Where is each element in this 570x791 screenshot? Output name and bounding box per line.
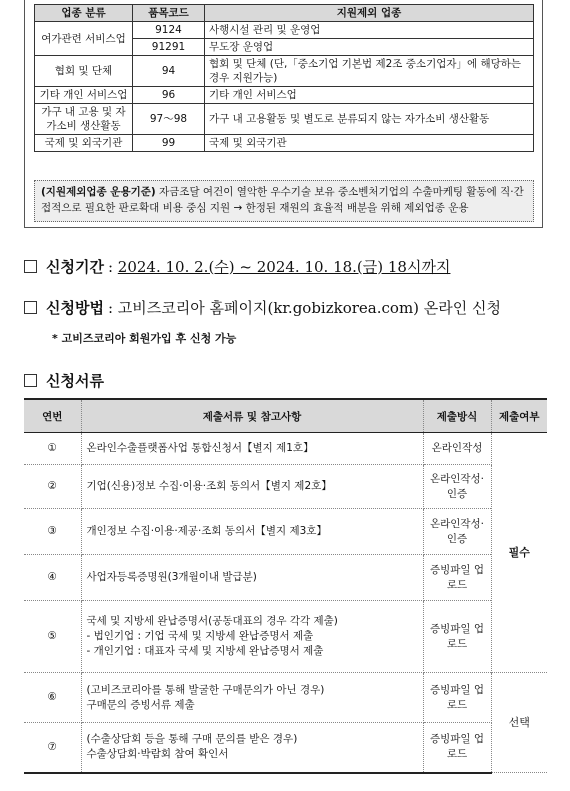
table-row xyxy=(24,509,547,555)
header-doc: 제출서류 및 참고사항 xyxy=(81,399,423,433)
table-row xyxy=(35,22,534,39)
excluded-industries-table xyxy=(34,4,534,152)
method-cell: 증빙파일 업로드 xyxy=(423,723,491,773)
doc-cell: 온라인수출플랫폼사업 통합신청서【별지 제1호】 xyxy=(81,433,423,465)
doc-cell: 사업자등록증명원(3개월이내 발급분) xyxy=(81,555,423,601)
category-cell: 국제 및 외국기관 xyxy=(35,135,133,152)
method-cell: 온라인작성· 인증 xyxy=(423,509,491,555)
method-cell: 온라인작성· 인증 xyxy=(423,465,491,509)
membership-note: * 고비즈코리아 회원가입 후 신청 가능 xyxy=(52,332,237,345)
table-header-row xyxy=(35,5,534,22)
header-code: 품목코드 xyxy=(133,5,205,22)
row-number: ⑥ xyxy=(24,673,81,723)
method-label: 신청방법 xyxy=(46,299,104,317)
table-row xyxy=(24,723,547,773)
code-cell: 99 xyxy=(133,135,205,152)
desc-cell: 협회 및 단체 (단,「중소기업 기본법 제2조 중소기업자」에 해당하는 경우 지원가능) xyxy=(205,56,534,87)
row-number: ⑤ xyxy=(24,601,81,673)
checkbox-square-icon xyxy=(24,374,37,387)
checkbox-square-icon xyxy=(24,301,37,314)
required-cell: 필수 xyxy=(491,433,547,673)
category-cell: 여가관련 서비스업 xyxy=(35,22,133,56)
doc-cell: (고비즈코리아를 통해 발굴한 구매문의가 아닌 경우) 구매문의 증빙서류 제출 xyxy=(81,673,423,723)
doc-cell: (수출상담회 등을 통해 구매 문의를 받은 경우) 수출상담회·박람회 참여 확인서 xyxy=(81,723,423,773)
note-text: 자금조달 여건이 열악한 우수기술 보유 중소벤처기업의 수출마케팅 활동에 직·간접적으로 필요한 판로확대 비용 중심 지원 → 한정된 재원의 효율적 배분을 위해 제외업종 운용 xyxy=(41,186,524,214)
header-no: 연번 xyxy=(24,399,81,433)
desc-cell: 기타 개인 서비스업 xyxy=(205,87,534,104)
note-label: (지원제외업종 운용기준) xyxy=(41,186,156,198)
header-category: 업종 분류 xyxy=(35,5,133,22)
table-row xyxy=(24,555,547,601)
desc-cell: 사행시설 관리 및 운영업 xyxy=(205,22,534,39)
method-value: 고비즈코리아 홈페이지(kr.gobizkorea.com) 온라인 신청 xyxy=(117,299,502,317)
desc-cell: 무도장 운영업 xyxy=(205,39,534,56)
table-row xyxy=(24,465,547,509)
table-row xyxy=(35,87,534,104)
row-number: ① xyxy=(24,433,81,465)
row-number: ④ xyxy=(24,555,81,601)
excluded-operation-note xyxy=(34,180,534,222)
desc-cell: 국제 및 외국기관 xyxy=(205,135,534,152)
period-value: 2024. 10. 2.(수) ~ 2024. 10. 18.(금) 18시까지 xyxy=(117,258,451,276)
code-cell: 96 xyxy=(133,87,205,104)
category-cell: 가구 내 고용 및 자가소비 생산활동 xyxy=(35,104,133,135)
table-row xyxy=(35,56,534,87)
header-method: 제출방식 xyxy=(423,399,491,433)
code-cell: 91291 xyxy=(133,39,205,56)
period-label: 신청기간 xyxy=(46,258,104,276)
checkbox-square-icon xyxy=(24,260,37,273)
category-cell: 협회 및 단체 xyxy=(35,56,133,87)
row-number: ③ xyxy=(24,509,81,555)
category-cell: 기타 개인 서비스업 xyxy=(35,87,133,104)
table-row xyxy=(24,433,547,465)
row-number: ⑦ xyxy=(24,723,81,773)
doc-cell: 기업(신용)정보 수집·이용·조회 동의서【별지 제2호】 xyxy=(81,465,423,509)
table-header-row xyxy=(24,399,547,433)
method-cell: 온라인작성 xyxy=(423,433,491,465)
optional-cell: 선택 xyxy=(491,673,547,773)
desc-cell: 가구 내 고용활동 및 별도로 분류되지 않는 자가소비 생산활동 xyxy=(205,104,534,135)
documents-table xyxy=(24,398,547,774)
table-row xyxy=(24,601,547,673)
documents-label: 신청서류 xyxy=(46,372,104,390)
table-row xyxy=(24,673,547,723)
table-row xyxy=(35,104,534,135)
header-required: 제출여부 xyxy=(491,399,547,433)
code-cell: 94 xyxy=(133,56,205,87)
method-cell: 증빙파일 업로드 xyxy=(423,673,491,723)
method-cell: 증빙파일 업로드 xyxy=(423,601,491,673)
application-documents xyxy=(24,370,104,391)
row-number: ② xyxy=(24,465,81,509)
code-cell: 9124 xyxy=(133,22,205,39)
code-cell: 97～98 xyxy=(133,104,205,135)
doc-cell: 개인정보 수집·이용·제공·조회 동의서【별지 제3호】 xyxy=(81,509,423,555)
application-method: 신청방법 : 고비즈코리아 홈페이지(kr.gobizkorea.com) 온라인 신청 xyxy=(24,297,501,318)
doc-cell: 국세 및 지방세 완납증명서(공동대표의 경우 각각 제출) - 법인기업 : 기업 국세 및 지방세 완납증명서 제출 - 개인기업 : 대표자 국세 및 지방세 완납증명서 제출 xyxy=(81,601,423,673)
header-excluded: 지원제외 업종 xyxy=(205,5,534,22)
table-row xyxy=(35,135,534,152)
method-cell: 증빙파일 업로드 xyxy=(423,555,491,601)
application-period: 신청기간 : 2024. 10. 2.(수) ~ 2024. 10. 18.(금) 18시까지 xyxy=(24,256,450,277)
